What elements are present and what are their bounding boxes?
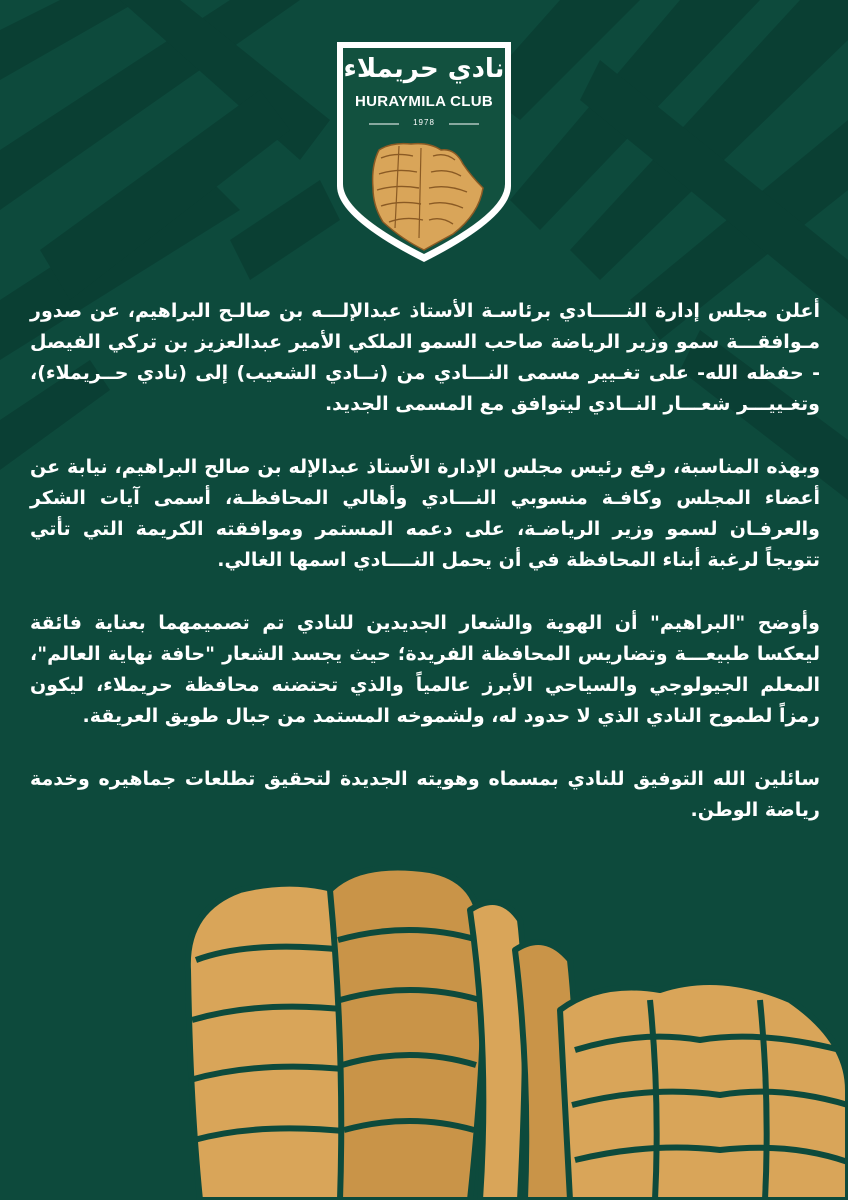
paragraph-closing: سائلين الله التوفيق للنادي بمسماه وهويته الجديدة لتحقيق تطلعات جماهيره وخدمة رياضة الوطن.: [30, 768, 820, 821]
paragraph-identity: وأوضح "البراهيم" أن الهوية والشعار الجديدين للنادي تم تصميمهما بعناية فائقة ليعكسا طبيعـــة وتضاريس المحافظة الفريدة؛ حيث يجسد الشعار "حافة نهاية العالم"، المعلم الجيولوجي والسياحي الأبرز عالمياً والذي تحتضنه محافظة حريملاء، ليكون رمزاً لطموح النادي الذي لا حدود له، ولشموخه المستمد من جبال طويق العريقة.: [30, 612, 820, 727]
club-crest: [333, 38, 515, 266]
paragraph-approval: أعلن مجلس إدارة النـــــادي برئاسـة الأستاذ عبدالإلـــه بن صالـح البراهيم، عن صدور مـوافقـــة سمو وزير الرياضة صاحب السمو الملكي الأمير عبدالعزيز بن تركي الفيصل - حفظه الله- على تغـيير مسمى النـــادي من (نــادي الشعيب) إلى (نادي حــريملاء)، وتغـييـــر شعـــار النــادي ليتوافق مع المسمى الجديد.: [30, 300, 820, 415]
crest-title-english: HURAYMILA CLUB: [354, 93, 494, 110]
crest-year: 1978: [413, 118, 435, 127]
paragraph-thanks: وبهذه المناسبة، رفع رئيس مجلس الإدارة الأستاذ عبدالإله بن صالح البراهيم، نيابة عن أعضاء المجلس وكافـة منسوبي النـــادي وأهالي المحافظـة، أسمى آيات الشكر والعرفـان لسمو وزير الرياضـة، على دعمه المستمر وموافقته الكريمة التي تأتي تتويجاً لرغبة أبناء المحافظة في أن يحمل النــــادي اسمها الغالي.: [30, 456, 820, 571]
rock-formation-illustration: [0, 850, 848, 1200]
crest-title-arabic: نادي حريملاء: [343, 54, 505, 84]
announcement-body: [30, 296, 820, 858]
